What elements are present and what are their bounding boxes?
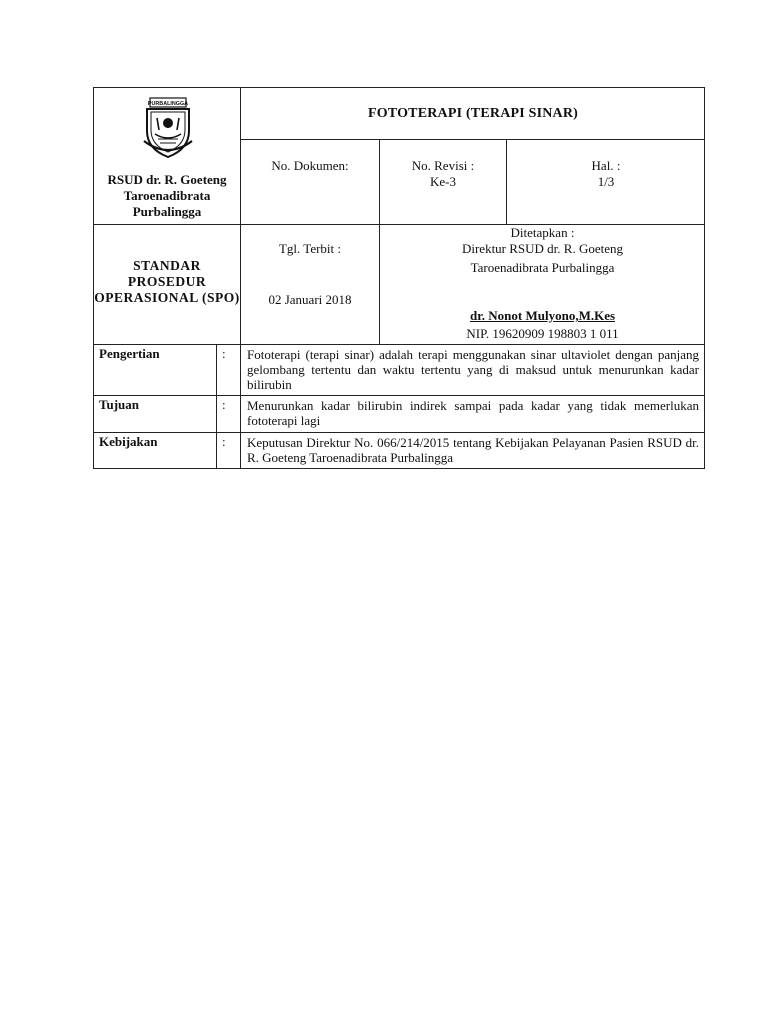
ditetapkan-line2: Taroenadibrata Purbalingga: [470, 260, 615, 275]
spo-header-table: [93, 87, 705, 345]
no-revisi-value: Ke-3: [430, 174, 456, 189]
pengertian-text: Fototerapi (terapi sinar) adalah terapi menggunakan sinar ultaviolet dengan panjang gelombang tertentu dan waktu tertentu yang di maksud untuk menurunkan kadar bilirubin: [247, 347, 699, 392]
kebijakan-label: Kebijakan: [99, 434, 158, 449]
signatory-nip: NIP. 19620909 198803 1 011: [466, 326, 619, 341]
ditetapkan-line1: Direktur RSUD dr. R. Goeteng: [461, 241, 624, 256]
no-revisi-label: No. Revisi :: [411, 158, 475, 173]
ditetapkan-label: Ditetapkan :: [510, 225, 575, 240]
emblem-icon: [141, 97, 195, 159]
document-title: FOTOTERAPI (TERAPI SINAR): [367, 106, 579, 121]
signatory-name: dr. Nonot Mulyono,M.Kes: [469, 308, 616, 323]
hal-value: 1/3: [597, 174, 615, 189]
tgl-terbit-label: Tgl. Terbit :: [278, 241, 342, 256]
spo-body-table: [93, 344, 705, 469]
tujuan-label: Tujuan: [99, 397, 139, 412]
hal-label: Hal. :: [591, 158, 621, 173]
hospital-name: RSUD dr. R. Goeteng Taroenadibrata Purbalingga: [107, 172, 227, 219]
spo-title: STANDAR PROSEDUR OPERASIONAL (SPO): [94, 258, 240, 305]
pengertian-colon: :: [222, 346, 226, 361]
kebijakan-colon: :: [222, 434, 226, 449]
tgl-terbit-value: 02 Januari 2018: [268, 292, 352, 307]
purbalingga-emblem: [141, 97, 195, 159]
tujuan-text: Menurunkan kadar bilirubin indirek sampai pada kadar yang tidak memerlukan fototerapi lagi: [247, 398, 699, 428]
no-dokumen-label: No. Dokumen:: [271, 158, 349, 173]
tujuan-colon: :: [222, 397, 226, 412]
pengertian-label: Pengertian: [99, 346, 160, 361]
kebijakan-text: Keputusan Direktur No. 066/214/2015 tentang Kebijakan Pelayanan Pasien RSUD dr. R. Goeteng Taroenadibrata Purbalingga: [247, 435, 699, 465]
svg-text:PURBALINGGA: PURBALINGGA: [147, 101, 189, 108]
